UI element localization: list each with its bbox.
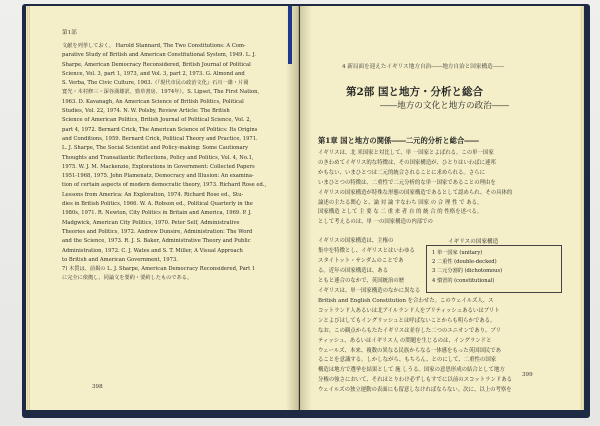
note-line: 1963. D. Kavanagh, An American Science of British Politics, Political (62, 98, 244, 105)
note-line: Administration, 1972. C. J. Wates and S. T. Miller, A Visual Approach (62, 247, 243, 254)
body-line: ウェールズ、本来、複数の異なる民族からなる一体感をもった英国国民であ (318, 347, 501, 354)
left-running-header: 第1部 (62, 30, 77, 36)
list-item: 3 二元分割的 (dichotomous) (432, 268, 503, 275)
bookmark-ribbon (288, 6, 292, 64)
body-line: イギリスは、北 米国家と対比して、単 一国家とよばれる。この単一国家 (318, 150, 494, 156)
body-line: ることを意識する。しかしながら、もちろん、とのにして、二重性の国家 (318, 357, 497, 364)
body-line: かもない、いまひとつは二元的統合されることに求められる。さらに (318, 169, 486, 176)
body-line: 分権の強さにおいて、それはとりわけ必ずしもすでに以前のスコットランドある (318, 377, 513, 384)
note-line: S. Verba, The Civic Culture, 1963.（『現代市民の政治文化』石川一雄・片岡 (62, 80, 249, 87)
body-line: ウェイルズの独立運動の表面にも留意しなければならない。次に、以上の考察を (318, 387, 512, 394)
body-line: 論述の主たる関心 と、論 対 論 すなわち 国家 の 合 理 性 で ある。 (318, 199, 483, 206)
note-line: Studies, Vol. 22, 1974. N. W. Polsby, Review Article: The British (62, 108, 230, 115)
note-line: and the Science, 1973. R. J. S. Baker, Administrative Theory and Public (62, 238, 251, 245)
left-page-notes (62, 42, 278, 284)
types-box-title: イギリスの国家構造 (448, 239, 499, 245)
note-line: and Conditions, 1959. Bernard Crick, Political Theory and Practice, 1971. (62, 135, 258, 142)
note-line: 7) 木質は、前掲の L. J. Sharpe, American Democracy Reconsidered, Part 1 (62, 266, 256, 273)
note-line: L. J. Sharpe, The Social Scientist and Policy-making: Some Cautionary (62, 145, 249, 152)
part-title: 第2部 国と地方・分析と総合 (346, 86, 483, 98)
note-line: 1980s, 1971. R. Newton, City Politics in Britain and America, 1969. P. J. (62, 210, 252, 217)
part-subtitle: ――地方の文化と地方の政治―― (380, 101, 509, 111)
body-line: 集中を特徴とし、イギリスとはいわゆる (318, 247, 415, 254)
body-line: スタイトット・サンダムのことであ (318, 257, 404, 264)
left-page-number: 398 (92, 384, 103, 390)
list-item: 2 二重性 (double-decked) (432, 259, 497, 266)
body-text-left-of-box (318, 237, 422, 296)
body-line: ンとよびはしてもイングリッシュとは呼ばないことからも明らかである。 (318, 317, 496, 324)
note-line: to British and American Government, 1973. (62, 256, 178, 263)
note-line: Science, Vol. 3, part 1, 1973, and Vol. 3, part 2, 1973. G. Almond and (62, 70, 245, 77)
book-gutter (286, 6, 312, 410)
note-line: 寛光・木村修三・深谷満雄訳、勁草書房、1974年）。S. Lipset, The First Nation, (62, 89, 260, 96)
body-line: 構造は地方で選挙を結果として 施 しうる。国家の意思形成の結合として地方 (318, 367, 505, 374)
note-line: 1951-1968, 1975. John Plamenatz, Democracy and Illusion: An examina- (62, 173, 254, 180)
note-line: Madgwick, American City Politics, 1970. Peter Self, Administrative (62, 219, 240, 226)
list-item: 1 単一国家 (unitary) (432, 250, 483, 256)
note-line: part 4, 1972. Bernard Crick, The American Science of Politics: Its Origins (62, 126, 258, 133)
body-line: る。近年の国家構造は、ある (318, 267, 389, 274)
body-line: イギリスの国家構造が特殊な形態の国家構造であるとして認められ、その具体的 (318, 189, 513, 196)
note-line: 文献を列挙しておく。 Harold Stannard, The Two Constitutions: A Com- (62, 43, 246, 49)
body-line: なお、この観点からもたたイギリスは並存した二つのユニオンであり、ブリ (318, 327, 501, 334)
right-page-number: 399 (522, 372, 533, 378)
chapter-title: 第1章 国と地方の関係――二元的分析と総合―― (318, 136, 479, 145)
body-line: イギリスは、単一国家構造のなかに異なる (318, 287, 421, 294)
body-line: コットランド人あるいは北アイルランド人をブリティッシュあるいはブリト (318, 307, 500, 314)
note-line: Science of American Politics, British Journal of Political Science, Vol. 2, (62, 117, 252, 124)
body-line: 国家構造 として 主 要 な 二 重 来 者 自 的 統 合 的 性格を述べる。 (318, 209, 483, 216)
body-line: ともと連合のなかで、英国統治の歴 (318, 277, 405, 284)
note-line: に完全に依拠し、同論文を要約・要約したものである。 (62, 275, 193, 282)
body-line: として考えるのは、単 一の国家構造の内部での (318, 219, 433, 226)
body-line: のきわめてイギリス的な特徴は、その国家構造が、ひとりはいわばに連邦 (318, 159, 496, 166)
state-structure-list (432, 249, 558, 286)
body-line: ティッシュ、あるいはイギリス人 の問題を生じるのは、イングランドと (318, 337, 492, 344)
right-running-header: 4 新局面を迎えたイギリス地方自治――地方自治と国家構造―― (342, 64, 504, 70)
note-line: Sharpe, American Democracy Reconsidered, British Journal of Political (62, 61, 251, 68)
body-line: イギリスの国家構造は、主権の (318, 238, 394, 244)
body-text-top (318, 149, 568, 228)
note-line: dies in British Politics, 1966. W. A. Robson ed., Political Quarterly in the (62, 201, 253, 208)
note-line: parative Study of British and American Constitutional System, 1949. L. J. (62, 52, 256, 59)
note-line: Thoughts and Transatlantic Reflections, Policy and Politics, Vol. 4, No.1, (62, 154, 254, 161)
body-line: いまひとつの特徴は、二重性で二元分析的な単一国家であることの理由を (318, 179, 496, 186)
note-line: 1975. W. J. M. Mackenzie, Explorations in Government: Collected Papers (62, 163, 255, 170)
body-line: British and English Constitution を合わせた。このウェイルズ人、ス (318, 298, 494, 304)
note-line: Lessons from America: An Exploration, 1974. Richard Rose ed., Stu- (62, 191, 244, 198)
body-text-bottom (318, 297, 568, 396)
list-item: 4 慣習的 (constitutional) (432, 277, 495, 284)
note-line: Theories and Politics, 1972. Andrew Dunsire, Administration: The Word (62, 228, 253, 235)
note-line: tion of certain aspects of modern democratic theory, 1973. Richard Rose ed., (62, 182, 267, 189)
